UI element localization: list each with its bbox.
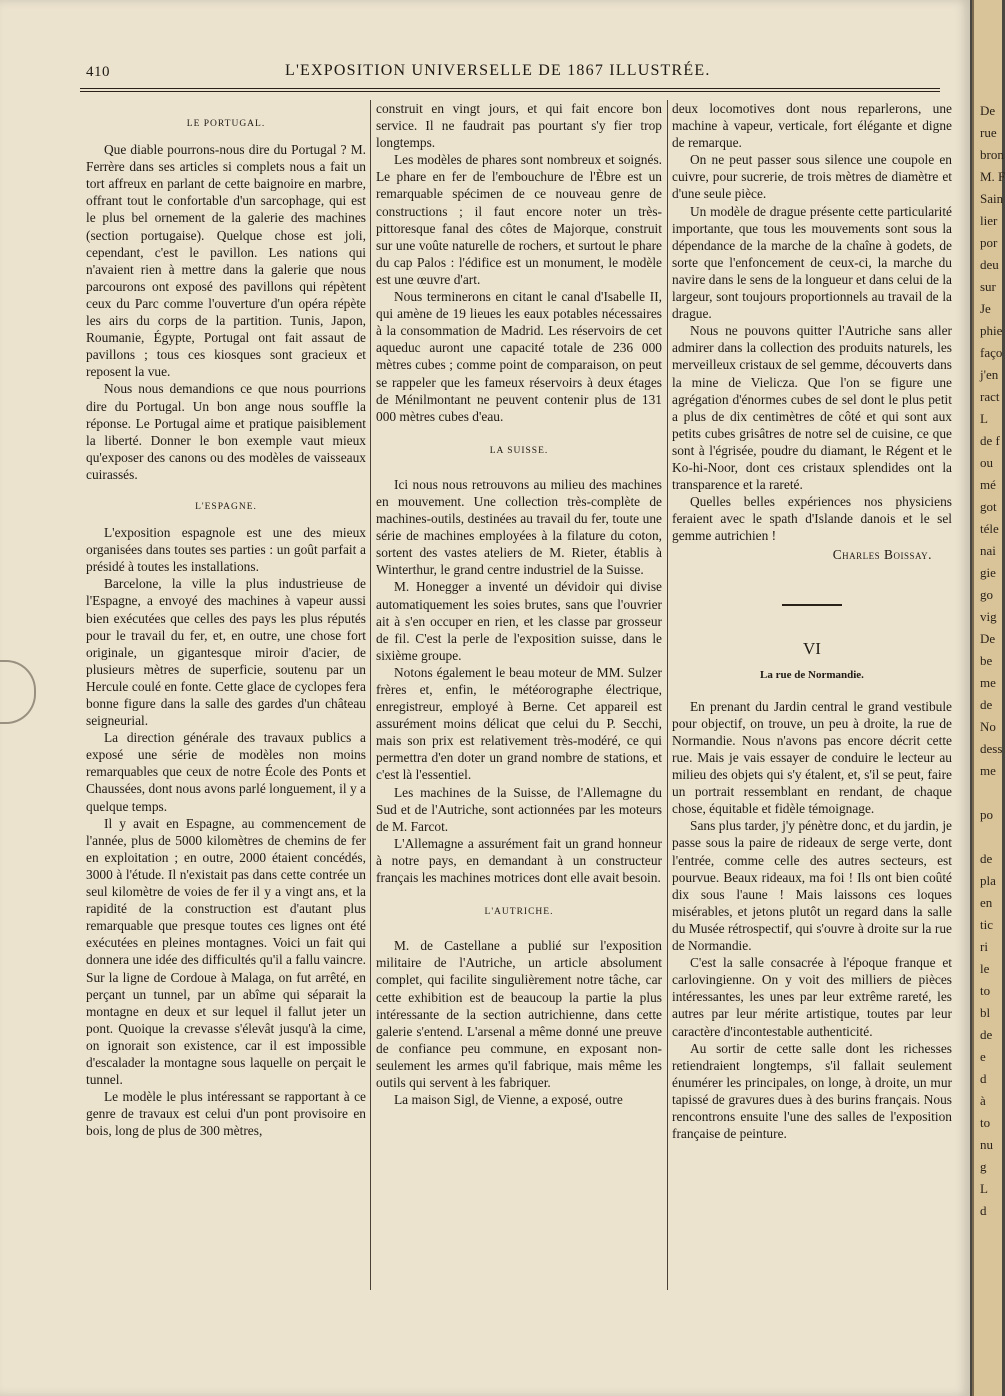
paragraph: construit en vingt jours, et qui fait encore bon service. Il ne faudrait pas pourtant s'y fier trop longtemps. <box>376 101 662 151</box>
paragraph: Barcelone, la ville la plus industrieuse de l'Espagne, a envoyé des machines à vapeur aussi bien exécutées que celles des pays les plus réputés pour le travail du fer, et, en outre, une chose fort originale, un gigantesque miroir d'acier, de plusieurs mètres de superficie, soutenu par un Hercule coulé en fonte. Cette glace de cyclopes fera bonne figure dans la salle des gardes d'un château seigneurial. <box>86 576 366 729</box>
paragraph: On ne peut passer sous silence une coupole en cuivre, pour sucrerie, de trois mètres de diamètre et d'une seule pièce. <box>672 152 952 202</box>
paragraph: Le modèle le plus intéressant se rapportant à ce genre de travaux est celui d'un pont provisoire en bois, long de plus de 300 mètres, <box>86 1089 366 1139</box>
paragraph: M. de Castellane a publié sur l'exposition militaire de l'Autriche, un article absolument complet, qui facilite singulièrement notre tâche, car cette exhibition est de beaucoup la partie la plus intéressante de la section autrichienne, dans cette galerie s'entend. L'arsenal a même donné une preuve de confiance peu commune, en exposant non-seulement les armes qu'il fabrique, mais même les outils qui servent à les fabriquer. <box>376 938 662 1090</box>
paragraph: L'exposition espagnole est une des mieux organisées dans toutes ses parties : un goût parfait a présidé à toutes les installations. <box>86 525 366 575</box>
paragraph: La maison Sigl, de Vienne, a exposé, outre <box>394 1092 623 1108</box>
paragraph: Nous nous demandions ce que nous pourrions dire du Portugal. Un bon ange nous souffle la réponse. Le Portugal aime et pratique paisiblement la liberté. Donner le bon exemple vaut mieux qu'exposer des canons ou des modèles de vaisseaux cuirassés. <box>86 381 366 482</box>
chapter-number: VI <box>803 638 821 658</box>
paragraph: Un modèle de drague présente cette particularité importante, que tous les mouvements sont sous la dépendance de la marche de la chaîne à godets, de sorte que l'enfoncement de ceux-ci, la marche du navire dans le sens de la longueur et dans celui de la largeur, sont toujours proportionnels au travail de la drague. <box>672 203 952 322</box>
section-divider <box>782 604 842 606</box>
author-signature: Charles Boissay. <box>832 547 932 563</box>
page-number: 410 <box>86 64 110 80</box>
header-rule <box>80 88 940 89</box>
paragraph: Sans plus tarder, j'y pénètre donc, et du jardin, je passe sous la paire de rideaux de serge verte, dont l'entrée, comme celle des autres secteurs, est pourvue. Beaux rideaux, ma foi ! Ils ont bien coûté dix sous l'aune ! Mais laissons ces loques misérables, et jetons plutôt un regard dans la salle du Musée rétrospectif, qui s'ouvre à droite sur la rue de Normandie. <box>672 818 952 954</box>
paragraph: Au sortir de cette salle dont les richesses retiendraient longtemps, s'il fallait seulement énumérer les principales, on longe, à droite, un mur tapissé de gravures dues à des burins français. Nous rencontrons ensuite l'une des salles de l'exposition française de peinture. <box>672 1040 952 1142</box>
running-title: L'EXPOSITION UNIVERSELLE DE 1867 ILLUSTRÉE. <box>285 62 711 79</box>
paragraph: deux locomotives dont nous reparlerons, une machine à vapeur, verticale, fort élégante et digne de remarque. <box>672 101 952 151</box>
chapter-title: La rue de Normandie. <box>760 668 864 681</box>
paragraph: C'est la salle consacrée à l'époque franque et carlovingienne. On y voit des milliers de pièces intéressantes, les unes par leur extrême rareté, les autres par leur mérite artistique, toutes par leur caractère d'incontestable authenticité. <box>672 955 952 1039</box>
paragraph: Les machines de la Suisse, de l'Allemagne du Sud et de l'Autriche, sont actionnées par les moteurs de M. Farcot. <box>376 784 662 834</box>
section-heading-suisse: LA SUISSE. <box>489 445 549 456</box>
column-2 <box>376 100 662 1108</box>
column-separator <box>370 100 371 1290</box>
binding-clip <box>0 660 36 724</box>
section-heading-autriche: L'AUTRICHE. <box>484 907 554 918</box>
paragraph: L'Allemagne a assurément fait un grand honneur à notre pays, en demandant à un constructeur français les machines motrices dont elle avait besoin. <box>376 835 662 886</box>
section-heading-portugal: LE PORTUGAL. <box>186 119 266 129</box>
paragraph: Les modèles de phares sont nombreux et soignés. Le phare en fer de l'embouchure de l'Èbre est un remarquable spécimen de ce nouveau genre de constructions ; il faut encore noter un très-pittoresque fanal des côtes de Majorque, construit sur une voûte naturelle de rochers, et surtout le phare du cap Palos : l'édifice est un monument, le modèle est une œuvre d'art. <box>376 152 662 287</box>
paragraph: En prenant du Jardin central le grand vestibule pour objectif, on trouve, un peu à droite, la rue de Normandie. Nous n'avons pas encore décrit cette rue. Mais je vais essayer de conduire le lecteur au milieu des objets qui s'y étalent, et, s'il se peut, faire un portrait ressemblant en rendant, de chaque chose, équitable et fidèle témoignage. <box>672 698 952 817</box>
paragraph: Quelles belles expériences nos physiciens feraient avec le spath d'Islande danois et le sel gemme autrichien ! <box>672 494 952 544</box>
paragraph: Nous ne pouvons quitter l'Autriche sans aller admirer dans la collection des produits naturels, les merveilleux cristaux de sel gemme, découverts dans la mine de Vielicza. Que l'on se figure une agrégation d'énormes cubes de sel dont le plus petit a plus de dix centimètres de côté et qui sont aux petits cubes grisâtres de notre sel de cuisine, ce que sont à l'égrisée, poudre du diamant, le Régent et le Ko-hi-Noor, dont ces cristaux splendides ont la transparence et la rareté. <box>672 323 952 493</box>
next-page-edge-text: De rue bron M. F Sain lier por deu sur Je phie faço j'en ract L de f ou mé got téle nai gie go vig De be me de No dess me po de pla en tic ri le to bl de e d à to nu g L d <box>980 103 1005 1218</box>
column-3 <box>672 100 952 1142</box>
header-rule-double <box>80 91 940 92</box>
paragraph: Nous terminerons en citant le canal d'Isabelle II, qui amène de 19 lieues les eaux potables nécessaires à la consommation de Madrid. Les réservoirs de cet aqueduc auront une capacité totale de 236 000 mètres cubes ; comme point de comparaison, on peut se rappeler que les fameux réservoirs à deux étages de Ménilmontant ne peuvent contenir plus de 131 000 mètres cubes d'eau. <box>376 289 662 424</box>
next-page-edge <box>972 0 1005 1396</box>
paragraph: Notons également le beau moteur de MM. Sulzer frères et, enfin, le météorographe électrique, enregistreur, employé à Berne. Cet appareil est assurément moins délicat que celui du P. Secchi, mais son prix est relativement très-modéré, ce qui permettra d'en doter un grand nombre de stations, et c'est là l'essentiel. <box>376 664 662 783</box>
paragraph: Que diable pourrons-nous dire du Portugal ? M. Ferrère dans ses articles si complets nous a fait un tort affreux en parlant de cette baignoire en marbre, offrant tout le confortable d'un sarcophage, qui est le plus bel ornement de la galerie des machines (section portugaise). Quelque chose est joli, cependant, c'est le pavillon. Les nations qui n'avaient rien à mettre dans la galerie que nous parcourons ont exposé des pavillons qui répètent ceux du Parc comme l'ouverture d'un opéra répète les airs du corps de la partition. Tunis, Japon, Roumanie, Égypte, Portugal ont fait assaut de pavillons ; tous ces kiosques sont gracieux et reposent la vue. <box>86 142 366 380</box>
section-heading-espagne: L'ESPAGNE. <box>195 501 257 512</box>
paragraph: La direction générale des travaux publics a exposé une série de modèles non moins remarquables que ceux de notre École des Ponts et Chaussées, dont nous avons parlé longuement, il y a quelque temps. <box>86 730 366 814</box>
paragraph: Ici nous nous retrouvons au milieu des machines en mouvement. Une collection très-complète de machines-outils, destinées au travail du fer, toute une série de machines employées à la filature du coton, sortent des vastes ateliers de M. Rieter, établis à Winterthur, le grand centre industriel de la Suisse. <box>376 476 662 578</box>
column-1 <box>86 100 366 1139</box>
column-separator <box>667 100 668 1290</box>
paragraph: Il y avait en Espagne, au commencement de l'année, plus de 5000 kilomètres de chemins de fer en exploitation ; en outre, 2000 étaient concédés, 3000 à l'étude. Il n'existait pas dans cette contrée un seul kilomètre de voies de fer il y a vingt ans, et la rapidité de la construction est d'autant plus remarquable que presque toutes ces lignes ont été exécutées en pleines montagnes. Voici un fait qui donnera une idée des difficultés qu'il a fallu vaincre. Sur la ligne de Cordoue à Malaga, on fut arrêté, en perçant un tunnel, par un abîme qui séparait la montagne en deux et sur lequel il fallut jeter un pont. Quoique la crevasse s'élevât jusqu'à la cime, on ignorait son existence, car il est impossible d'escalader la montagne sous laquelle on perçait le tunnel. <box>86 815 366 1088</box>
paragraph: M. Honegger a inventé un dévidoir qui divise automatiquement les soies brutes, sans que l'ouvrier ait à s'en occuper en rien, et les classe par grosseur de fil. C'est la perle de l'exposition suisse, dans le sixième groupe. <box>376 579 662 663</box>
